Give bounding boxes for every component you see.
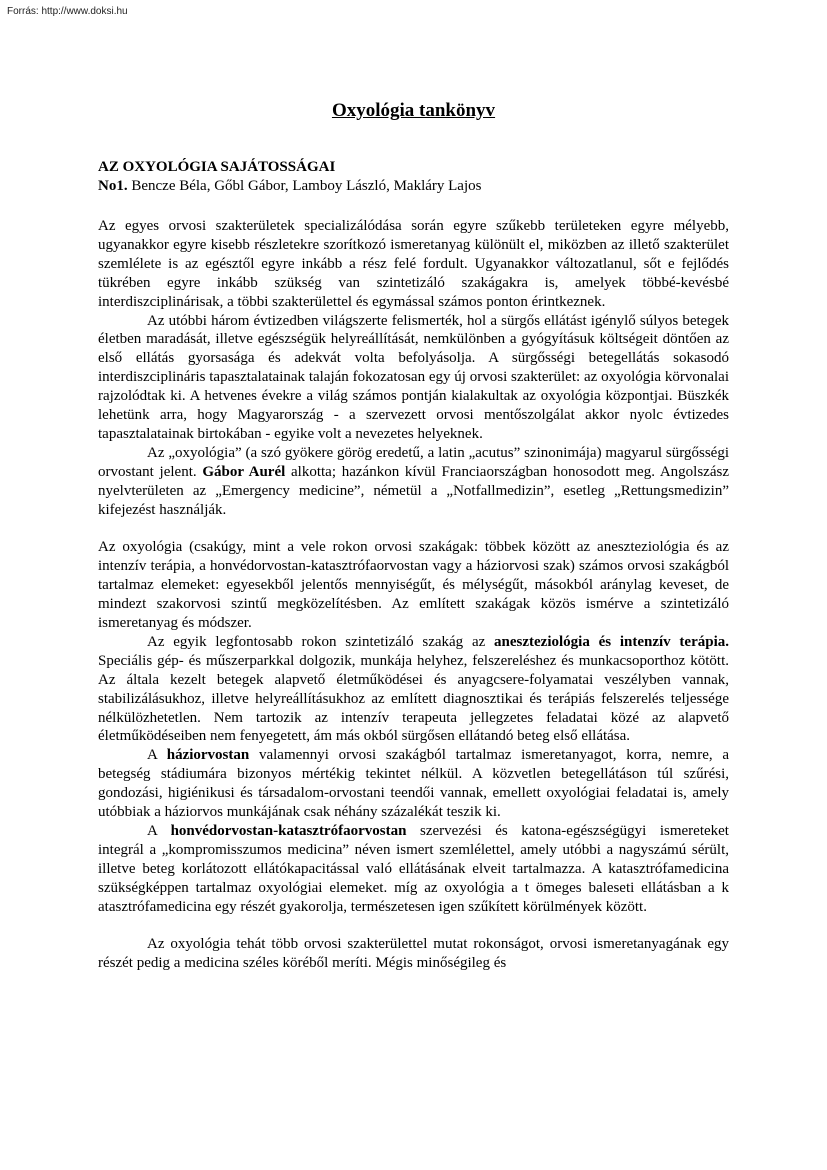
paragraph-text: A (147, 822, 171, 839)
paragraph-disaster-medicine (98, 822, 729, 917)
paragraph-history (98, 312, 729, 444)
paragraph-text: Az egyes orvosi szakterületek specializálódása során egyre szűkebb területeken egyre mélyebb, ugyanakkor egyre kisebb részletekre szorítkozó ismeretanyag különült el, miközben az illető szakterület szemlélete is az egésztől egyre inkább a rész felé fordult. Ugyanakkor változatlanul, sőt e fejlődés tükrében egyre inkább szükség van szintetizáló szakágakra is, amelyek többé-kevésbé interdiszciplinárisak, a többi szakterülettel és egymással számos ponton érintkeznek. (98, 218, 729, 310)
paragraph-text: Az oxyológia (csakúgy, mint a vele rokon orvosi szakágak: többek között az aneszteziológia és az intenzív terápia, a honvédorvostan-katasztrófaorvostan vagy a háziorvosi szak) számos orvosi szakágból tartalmaz elemeket: egyesekből jelentős mennyiségűt, és mélységűt, másokból aránylag keveset, de mindezt szakorvosi szintű megközelítésben. Az említett szakágak közös ismérve a szintetizáló ismeretanyag és módszer. (98, 539, 729, 632)
bold-term-disaster-medicine: honvédorvostan-katasztrófaorvostan (170, 822, 407, 839)
document-title: Oxyológia tankönyv (331, 100, 496, 121)
paragraph-text: Speciális gép- és műszerparkkal dolgozik, munkája helyhez, felszereléshez és munkacsoporthoz kötött. Az általa kezelt betegek alapvető életműködései és anyagcsere-folyamatai veszélyben vannak, stabilizálásukhoz, illetve helyreállításukhoz az említett diagnosztikai és terápiás felszerelés teljessége nélkülözhetetlen. Nem tartozik az intenzív terapeuta jellegzetes feladatai közé az alapvető életműködéseiben nem fenyegetett, ám más okból sürgősen ellátandó beteg első ellátása. (98, 652, 729, 745)
authors-names: Bencze Béla, Gőbl Gábor, Lamboy László, Makláry Lajos (127, 178, 482, 194)
paragraph-text: Az „oxyológia” (a szó gyökere görög eredetű, a latin „acutus” szinonimája) magyarul sürgősségi orvostant jelent. (98, 444, 729, 480)
paragraph-conclusion (98, 935, 729, 973)
paragraph-text: Az oxyológia tehát több orvosi szakterülettel mutat rokonságot, orvosi ismeretanyagának egy részét pedig a medicina széles köréből meríti. Mégis minőségileg és (98, 936, 729, 972)
authors-line (98, 178, 481, 195)
paragraph-anesthesiology (98, 633, 729, 746)
paragraph-intro (98, 217, 729, 312)
bold-term-anesthesiology: aneszteziológia és intenzív terápia. (494, 633, 729, 650)
paragraph-etymology (98, 444, 729, 520)
authors-label: No1. (98, 178, 128, 194)
paragraph-text: alkotta; hazánkon kívül Franciaországban honosodott meg. Angolszász nyelvterületen az „Emergency medicine”, németül a „Notfallmedizin”, esetleg „Rettungsmedizin” kifejezést használják. (98, 463, 729, 518)
bold-term-family-medicine: háziorvostan (166, 747, 250, 764)
paragraph-text: A (147, 747, 167, 764)
paragraph-text: valamennyi orvosi szakágból tartalmaz ismeretanyagot, korra, nemre, a betegség stádiumára bizonyos mértékig tekintet nélkül. A közvetlen betegellátáson túl szűrési, gondozási, higiénikusi és társadalom-orvostani teendői vannak, emellett oxyológiai feladatai is, amely utóbbiak a háziorvos munkájának csak néhány százalékát teszik ki. (98, 747, 729, 821)
paragraph-text: Az egyik legfontosabb rokon szintetizáló szakág az (147, 633, 495, 650)
section-heading: AZ OXYOLÓGIA SAJÁTOSSÁGAI (98, 159, 336, 175)
paragraph-text: szervezési és katona-egészségügyi ismereteket integrál a „kompromisszumos medicina” néven ismert szemlélettel, amely utóbbi a nagyszámú sérült, illetve beteg korlátozott ellátókapacitással való ellátásának elveit tartalmazza. A katasztrófamedicina szükségképpen tartalmaz oxyológiai elemeket. míg az oxyológia a t ömeges baleseti ellátásban a k atasztrófamedicina egy részét gyakorolja, természetesen igen szűkített körülmények között. (98, 822, 729, 915)
paragraph-text: Az utóbbi három évtizedben világszerte felismerték, hol a sürgős ellátást igénylő súlyos betegek életben maradását, illetve egészségük helyreállítását, nemkülönben a gyógyításuk költségeit döntően az első ellátás gyorsasága és adekvát volta befolyásolja. A sürgősségi betegellátás sokasodó interdiszciplináris tapasztalatainak talaján fokozatosan egy új orvosi szakterület: az oxyológia körvonalai rajzolódtak ki. A hetvenes évekre a világ számos pontján kialakultak az oxyológia központjai. Büszkék lehetünk arra, hogy Magyarország - a szervezett orvosi mentőszolgálat akkor nyolc évtizedes tapasztalatainak birtokában - egyike volt a nevezetes helyeknek. (98, 312, 729, 442)
source-label: Forrás: http://www.doksi.hu (7, 6, 128, 17)
paragraph-related-fields (98, 538, 729, 633)
bold-term-gabor-aurel: Gábor Aurél (202, 463, 286, 480)
paragraph-family-medicine (98, 746, 729, 822)
body-text (98, 217, 729, 973)
